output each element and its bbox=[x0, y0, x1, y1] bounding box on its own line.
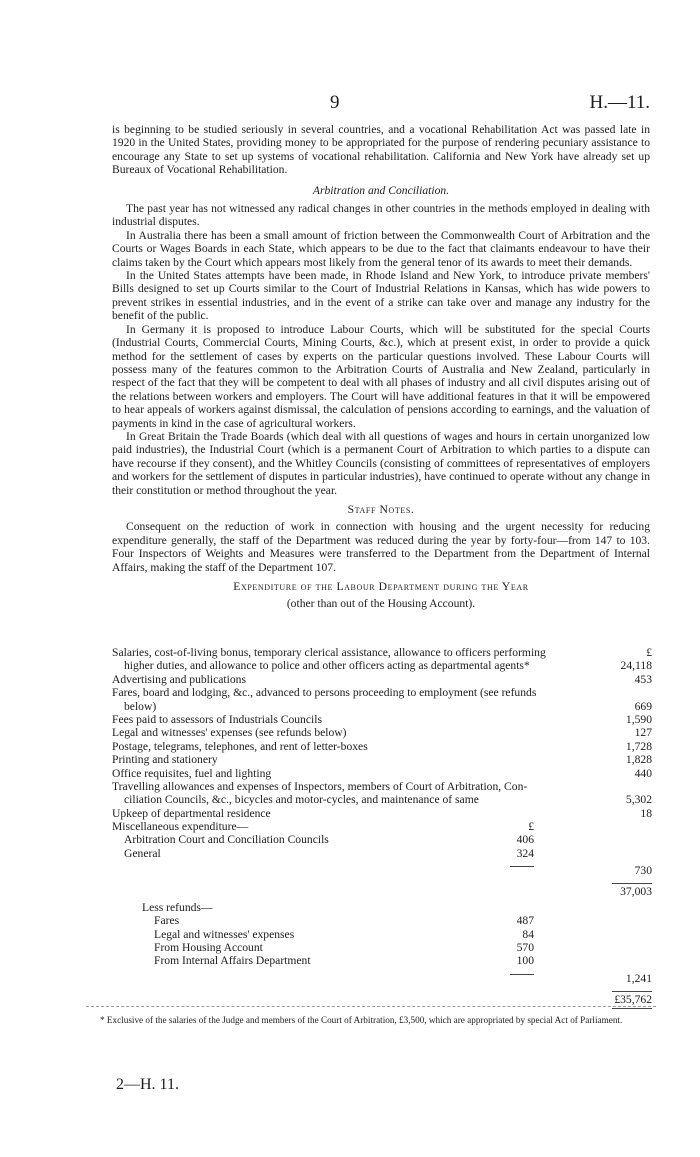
row-subamount: 487 bbox=[516, 914, 534, 928]
table-row bbox=[112, 820, 652, 833]
table-row bbox=[112, 914, 652, 927]
row-label: Advertising and publications bbox=[112, 672, 246, 686]
table-row bbox=[112, 897, 652, 914]
row-label: Miscellaneous expenditure— bbox=[112, 820, 249, 834]
table-row bbox=[112, 713, 652, 726]
paragraph: In the United States attempts have been made, in Rhode Island and New York, to introduce private members' Bills designed to set up Courts similar to the Court of Industrial Relations in Kansas, which has wide powers to prevent strikes in essential industries, and in the event of a strike can take over and manage any industry for the benefit of the public. bbox=[112, 269, 650, 323]
gross-total: 37,003 bbox=[620, 885, 652, 899]
row-label: General bbox=[124, 846, 161, 860]
paragraph: In Germany it is proposed to introduce Labour Courts, which will be substituted for the special Courts (Industrial Courts, Commercial Courts, Mining Courts, &c.), which at present exist, in order to provide a quick method for the settlement of cases by experts on the particular questions involved. These Labour Courts will possess many of the features common to the Arbitration Courts of Australia and New Zealand, particularly in respect of the fact that they will be competent to deal with all phases of industry and all civil disputes arising out of the relations between workers and employers. The Court will have additional features in that it will be empowered to hear appeals of workers against dismissal, the calculation of pensions according to earnings, and the valuation of payments in kind in the case of agricultural workers. bbox=[112, 322, 650, 430]
row-amount: 127 bbox=[634, 726, 652, 740]
table-row bbox=[112, 767, 652, 780]
row-subamount: 570 bbox=[516, 941, 534, 955]
table-row bbox=[112, 860, 652, 877]
row-amount: 24,118 bbox=[620, 659, 652, 673]
table-row bbox=[112, 659, 652, 672]
table-row bbox=[112, 968, 652, 985]
row-label: Fares, board and lodging, &c., advanced to persons proceeding to employment (see refunds bbox=[112, 686, 537, 700]
expenditure-heading: Expenditure of the Labour Department during the Year bbox=[233, 580, 529, 593]
table-row bbox=[112, 780, 652, 793]
footnote-divider bbox=[86, 1006, 656, 1007]
row-label: Legal and witnesses' expenses (see refunds below) bbox=[112, 726, 347, 740]
table-row bbox=[112, 877, 652, 897]
row-amount: 730 bbox=[634, 864, 652, 878]
row-label: ciliation Councils, &c., bicycles and motor-cycles, and maintenance of same bbox=[124, 793, 479, 807]
row-amount: 440 bbox=[634, 766, 652, 780]
paragraph: is beginning to be studied seriously in several countries, and a vocational Rehabilitation Act was passed late in 1920 in the United States, providing money to be appropriated for the purpose of rendering pecuniary assistance to encourage any State to set up systems of vocational rehabilitation. California and New York have already set up Bureaux of Vocational Rehabilitation. bbox=[112, 123, 650, 177]
paragraph: Consequent on the reduction of work in connection with housing and the urgent necessity for reducing expenditure generally, the staff of the Department was reduced during the year by forty-four—from 147 to 103. Four Inspectors of Weights and Measures were transferred to the Department from the Department of Internal Affairs, making the staff of the Department 107. bbox=[112, 520, 650, 574]
table-row bbox=[112, 793, 652, 806]
row-amount: 1,728 bbox=[625, 739, 652, 753]
table-row bbox=[112, 833, 652, 846]
row-label: Fees paid to assessors of Industrials Councils bbox=[112, 712, 322, 726]
document-reference: H.—11. bbox=[589, 92, 650, 113]
row-amount: 1,590 bbox=[625, 712, 652, 726]
expenditure-subheading: (other than out of the Housing Account). bbox=[286, 597, 476, 611]
table-row bbox=[112, 753, 652, 766]
row-label: Postage, telegrams, telephones, and rent of letter-boxes bbox=[112, 739, 368, 753]
table-row bbox=[112, 807, 652, 820]
row-label: below) bbox=[124, 699, 157, 713]
row-label: Legal and witnesses' expenses bbox=[154, 927, 295, 941]
footer-signature: 2—H. 11. bbox=[116, 1076, 179, 1093]
row-subamount: 324 bbox=[516, 846, 534, 860]
row-subamount: 100 bbox=[516, 954, 534, 968]
row-label: Arbitration Court and Conciliation Councils bbox=[124, 833, 329, 847]
row-subamount: 406 bbox=[516, 833, 534, 847]
section-heading-staff: Staff Notes. bbox=[347, 502, 415, 516]
expenditure-table bbox=[112, 646, 652, 1009]
body-text bbox=[112, 123, 650, 615]
subtotal-rule bbox=[510, 866, 534, 867]
row-label: Travelling allowances and expenses of Inspectors, members of Court of Arbitration, Con- bbox=[112, 779, 528, 793]
row-amount: 5,302 bbox=[625, 793, 652, 807]
row-amount: 1,241 bbox=[625, 971, 652, 985]
table-row bbox=[112, 646, 652, 659]
row-amount: 453 bbox=[634, 672, 652, 686]
table-row bbox=[112, 954, 652, 967]
table-row bbox=[112, 941, 652, 954]
total-rule bbox=[612, 991, 652, 992]
total-double-rule bbox=[612, 1008, 652, 1009]
row-label: From Housing Account bbox=[154, 941, 263, 955]
row-label: Fares bbox=[154, 914, 180, 928]
footnote: * Exclusive of the salaries of the Judge and members of the Court of Arbitration, £3,500, which are appropriated by special Act of Parliament. bbox=[100, 1015, 623, 1025]
row-label: Office requisites, fuel and lighting bbox=[112, 766, 272, 780]
table-row bbox=[112, 928, 652, 941]
table-row bbox=[112, 673, 652, 686]
table-row bbox=[112, 700, 652, 713]
table-row bbox=[112, 686, 652, 699]
paragraph: In Great Britain the Trade Boards (which deal with all questions of wages and hours in certain unorganized low paid industries), the Industrial Court (which is a permanent Court of Arbitration to which parties to a dispute can have recourse if they consent), and the Whitley Councils (consisting of committees of representatives of employers and workers for the settlement of disputes in particular industries), have continued to operate without any change in their constitution or method throughout the year. bbox=[112, 429, 650, 497]
currency-symbol: £ bbox=[528, 820, 534, 834]
currency-symbol: £ bbox=[646, 646, 652, 659]
paragraph: The past year has not witnessed any radical changes in other countries in the methods employed in dealing with industrial disputes. bbox=[112, 202, 650, 229]
section-heading-arbitration: Arbitration and Conciliation. bbox=[312, 183, 450, 197]
row-subamount: 84 bbox=[522, 927, 534, 941]
table-row bbox=[112, 847, 652, 860]
row-amount: 669 bbox=[634, 699, 652, 713]
row-label: higher duties, and allowance to police and other officers acting as departmental agents* bbox=[124, 659, 530, 673]
net-total: £35,762 bbox=[614, 992, 652, 1006]
total-rule bbox=[612, 883, 652, 884]
subtotal-rule bbox=[510, 974, 534, 975]
paragraph: In Australia there has been a small amount of friction between the Commonwealth Court of Arbitration and the Courts or Wages Boards in each State, which appears to be due to the fact that claimants endeavour to have their claims taken by the Court which appears most likely from the general tenor of its awards to meet their demands. bbox=[112, 228, 650, 269]
row-amount: 18 bbox=[640, 806, 652, 820]
row-label: Less refunds— bbox=[142, 901, 213, 915]
row-label: From Internal Affairs Department bbox=[154, 954, 311, 968]
row-label: Printing and stationery bbox=[112, 753, 218, 767]
table-row bbox=[112, 740, 652, 753]
page-number: 9 bbox=[330, 92, 340, 113]
row-label: Salaries, cost-of-living bonus, temporary clerical assistance, allowance to officers performing bbox=[112, 646, 546, 659]
row-amount: 1,828 bbox=[625, 753, 652, 767]
row-label: Upkeep of departmental residence bbox=[112, 806, 271, 820]
table-row bbox=[112, 726, 652, 739]
